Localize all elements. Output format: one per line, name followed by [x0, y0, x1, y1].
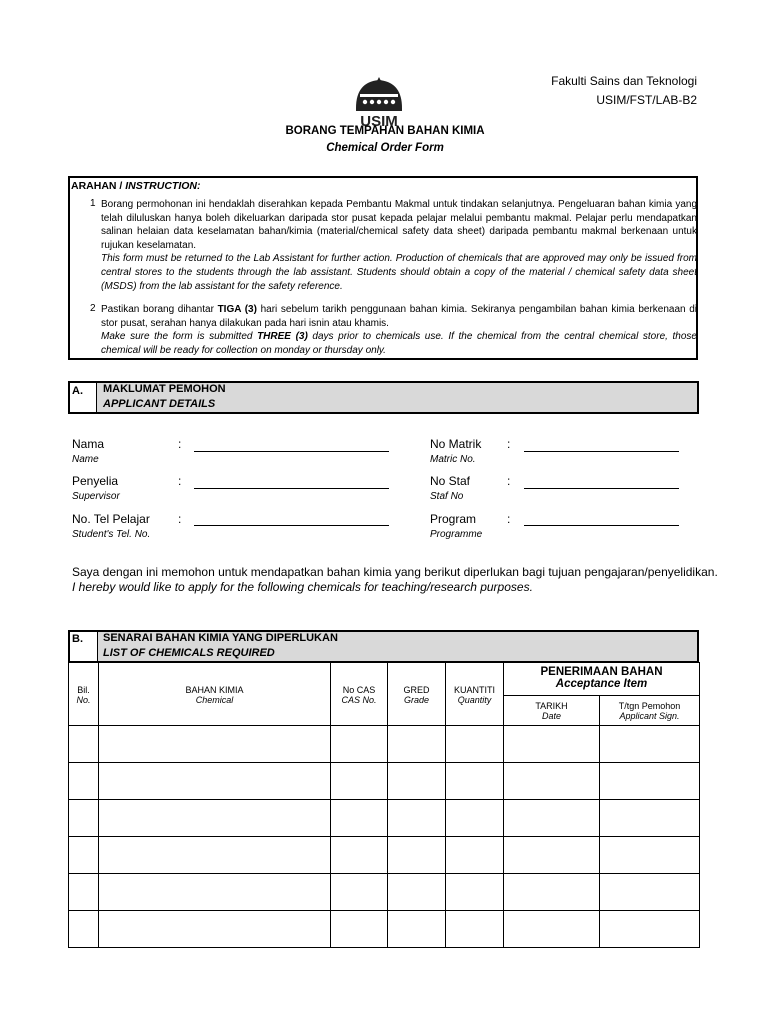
instruction-1-en: This form must be returned to the Lab Assistant for further action. Production of chemicals that are approved may only be issued from central stores to the students through the lab assistant. Students should obtain a copy of the material / chemical safety data sheet (MSDS) from the lab assistant for the safety reference. [101, 253, 697, 292]
table-cell[interactable] [600, 911, 700, 948]
programme-colon: : [507, 512, 511, 526]
table-cell[interactable] [331, 874, 388, 911]
table-cell[interactable] [99, 874, 331, 911]
student-tel-colon: : [178, 512, 182, 526]
table-cell[interactable] [504, 874, 600, 911]
table-cell[interactable] [388, 837, 446, 874]
student-tel-sublabel: Student's Tel. No. [72, 529, 151, 540]
programme-sublabel: Programme [430, 529, 483, 540]
table-cell[interactable] [600, 763, 700, 800]
table-cell[interactable] [600, 800, 700, 837]
name-sublabel: Name [72, 454, 99, 465]
table-row [69, 837, 700, 874]
table-cell[interactable] [331, 837, 388, 874]
supervisor-field[interactable] [194, 488, 389, 489]
supervisor-colon: : [178, 474, 182, 488]
table-cell[interactable] [446, 837, 504, 874]
table-cell[interactable] [600, 726, 700, 763]
supervisor-label: Penyelia [72, 474, 119, 488]
instruction-item-1 [101, 198, 697, 293]
section-a-title: MAKLUMAT PEMOHON APPLICANT DETAILS [103, 383, 226, 410]
instruction-number-2: 2 [90, 303, 96, 314]
table-row [69, 763, 700, 800]
table-cell[interactable] [331, 800, 388, 837]
table-row [69, 874, 700, 911]
table-cell[interactable] [446, 763, 504, 800]
table-cell[interactable] [446, 911, 504, 948]
table-row [69, 726, 700, 763]
staff-no-sublabel: Staf No [430, 491, 464, 502]
form-code: USIM/FST/LAB-B2 [596, 93, 697, 107]
declaration-en: I hereby would like to apply for the following chemicals for teaching/research purposes. [72, 580, 533, 594]
table-cell[interactable] [504, 726, 600, 763]
table-cell[interactable] [446, 800, 504, 837]
usim-logo [350, 74, 408, 132]
table-cell[interactable] [99, 800, 331, 837]
section-b-letter: B. [72, 633, 83, 645]
form-title-ms: BORANG TEMPAHAN BAHAN KIMIA [285, 125, 485, 137]
form-title-en: Chemical Order Form [326, 142, 444, 154]
declaration-ms: Saya dengan ini memohon untuk mendapatkan bahan kimia yang berikut diperlukan bagi tujuan pengajaran/penyelidikan. [72, 565, 718, 579]
instruction-number-1: 1 [90, 198, 96, 209]
faculty-name: Fakulti Sains dan Teknologi [551, 74, 697, 88]
table-row [69, 800, 700, 837]
instruction-1-ms: Borang permohonan ini hendaklah diserahkan kepada Pembantu Makmal untuk tindakan selanjutnya. Pengeluaran bahan kimia yang telah diluluskan hanya boleh dikeluarkan daripada stor pusat kepada pelajar melalui pembantu makmal. Pelajar perlu mendapatkan salinan helaian data keselamatan bahan/kimia (material/chemical safety data sheet) daripada pembantu makmal berkenaan untuk rujukan keselamatan. [101, 199, 697, 251]
matric-field[interactable] [524, 451, 679, 452]
table-cell[interactable] [331, 911, 388, 948]
name-label: Nama [72, 437, 105, 451]
table-cell[interactable] [388, 726, 446, 763]
table-cell[interactable] [99, 726, 331, 763]
table-cell[interactable] [388, 763, 446, 800]
matric-colon: : [507, 437, 511, 451]
section-b-title: SENARAI BAHAN KIMIA YANG DIPERLUKAN LIST OF CHEMICALS REQUIRED [103, 632, 338, 659]
name-colon: : [178, 437, 182, 451]
svg-text:USIM: USIM [360, 113, 398, 130]
matric-sublabel: Matric No. [430, 454, 476, 465]
table-cell[interactable] [69, 800, 99, 837]
table-cell[interactable] [69, 763, 99, 800]
table-cell[interactable] [69, 726, 99, 763]
table-cell[interactable] [446, 874, 504, 911]
instruction-2-en: Make sure the form is submitted THREE (3) days prior to chemicals use. If the chemical from the central chemical store, those chemical will be ready for collection on monday or thursday only. [101, 331, 697, 356]
student-tel-field[interactable] [194, 525, 389, 526]
staff-no-field[interactable] [524, 488, 679, 489]
col-header-cas: No CAS CAS No. [331, 663, 388, 726]
table-cell[interactable] [331, 726, 388, 763]
section-a-letter: A. [72, 385, 83, 397]
table-cell[interactable] [69, 911, 99, 948]
staff-no-colon: : [507, 474, 511, 488]
table-cell[interactable] [99, 911, 331, 948]
table-cell[interactable] [504, 800, 600, 837]
table-cell[interactable] [504, 763, 600, 800]
col-header-date: TARIKH Date [504, 696, 600, 726]
staff-no-label: No Staf [430, 474, 471, 488]
table-cell[interactable] [331, 763, 388, 800]
table-cell[interactable] [504, 837, 600, 874]
programme-field[interactable] [524, 525, 679, 526]
instruction-item-2 [101, 303, 697, 357]
table-cell[interactable] [446, 726, 504, 763]
table-cell[interactable] [99, 837, 331, 874]
supervisor-sublabel: Supervisor [72, 491, 120, 502]
col-header-grade: GRED Grade [388, 663, 446, 726]
table-cell[interactable] [99, 763, 331, 800]
table-row [69, 911, 700, 948]
table-cell[interactable] [504, 911, 600, 948]
programme-label: Program [430, 512, 477, 526]
col-header-acceptance: PENERIMAAN BAHAN Acceptance Item [504, 663, 700, 696]
instruction-2-ms: Pastikan borang dihantar TIGA (3) hari sebelum tarikh penggunaan bahan kimia. Sekiranya pengambilan bahan kimia berkenaan di stor pusat, serahan hanya dilakukan pada hari isnin atau khamis. [101, 304, 698, 329]
table-cell[interactable] [388, 874, 446, 911]
name-field[interactable] [194, 451, 389, 452]
table-cell[interactable] [69, 874, 99, 911]
matric-label: No Matrik [430, 437, 482, 451]
col-header-sign: T/tgn Pemohon Applicant Sign. [600, 696, 700, 726]
table-cell[interactable] [388, 800, 446, 837]
chemical-list-table [68, 662, 700, 948]
col-header-quantity: KUANTITI Quantity [446, 663, 504, 726]
col-header-chemical: BAHAN KIMIA Chemical [99, 663, 331, 726]
table-cell[interactable] [388, 911, 446, 948]
table-cell[interactable] [600, 837, 700, 874]
student-tel-label: No. Tel Pelajar [72, 512, 150, 526]
instruction-heading: ARAHAN / INSTRUCTION: [71, 180, 201, 192]
table-cell[interactable] [600, 874, 700, 911]
col-header-no: Bil. No. [69, 663, 99, 726]
table-cell[interactable] [69, 837, 99, 874]
